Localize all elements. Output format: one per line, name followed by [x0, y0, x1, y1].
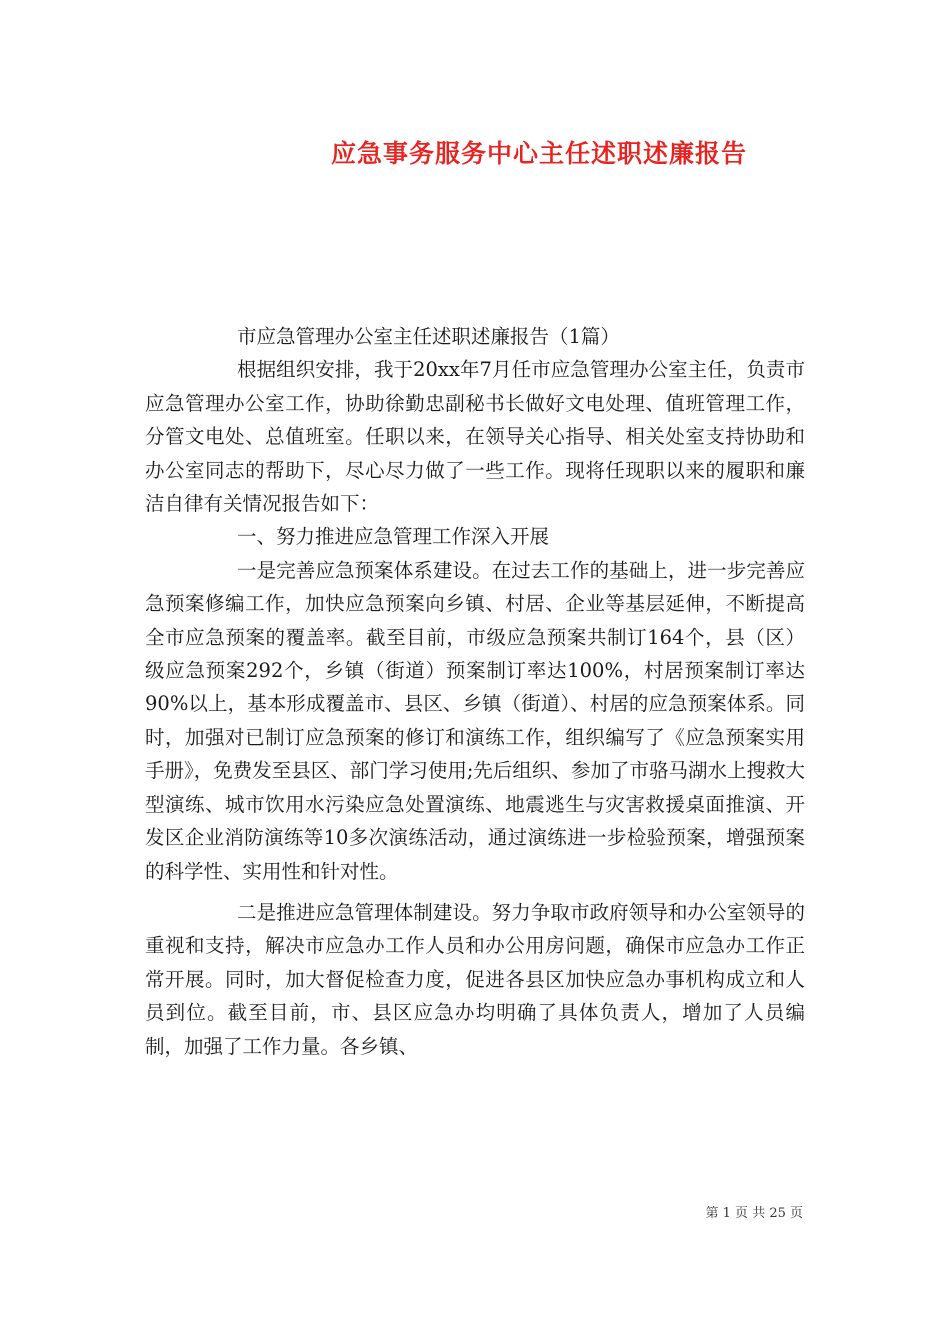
section-heading-1: 一、努力推进应急管理工作深入开展	[237, 525, 550, 549]
page-number: 第 1 页 共 25 页	[705, 1206, 803, 1221]
paragraph-plan-system: 一是完善应急预案体系建设。在过去工作的基础上，进一步完善应急预案修编工作，加快应急预案向乡镇、村居、企业等基层延伸，不断提高全市应急预案的覆盖率。截至目前，市级应急预案共制订164个，县（区）级应急预案292个，乡镇（街道）预案制订率达100%，村居预案制订率达90%以上，基本形成覆盖市、县区、乡镇（街道）、村居的应急预案体系。同时，加强对已制订应急预案的修订和演练工作，组织编写了《应急预案实用手册》，免费发至县区、部门学习使用;先后组织、参加了市骆马湖水上搜救大型演练、城市饮用水污染应急处置演练、地震逃生与灾害救援桌面推演、开发区企业消防演练等10多次演练活动，通过演练进一步检验预案，增强预案的科学性、实用性和针对性。	[145, 558, 805, 883]
document-body	[145, 320, 805, 1063]
paragraph-management-system: 二是推进应急管理体制建设。努力争取市政府领导和办公室领导的重视和支持，解决市应急办工作人员和办公用房问题，确保市应急办工作正常开展。同时，加大督促检查力度，促进各县区加快应急办事机构成立和人员到位。截至目前，市、县区应急办均明确了具体负责人，增加了人员编制，加强了工作力量。各乡镇、	[145, 900, 805, 1058]
document-title: 应急事务服务中心主任述职述廉报告	[330, 139, 747, 168]
document-subtitle: 市应急管理办公室主任述职述廉报告（1篇）	[237, 325, 620, 348]
paragraph-intro: 根据组织安排，我于20xx年7月任市应急管理办公室主任，负责市应急管理办公室工作，协助徐勤忠副秘书长做好文电处理、值班管理工作，分管文电处、总值班室。任职以来，在领导关心指导、相关处室支持协助和办公室同志的帮助下，尽心尽力做了一些工作。现将任现职以来的履职和廉洁自律有关情况报告如下：	[145, 358, 805, 516]
